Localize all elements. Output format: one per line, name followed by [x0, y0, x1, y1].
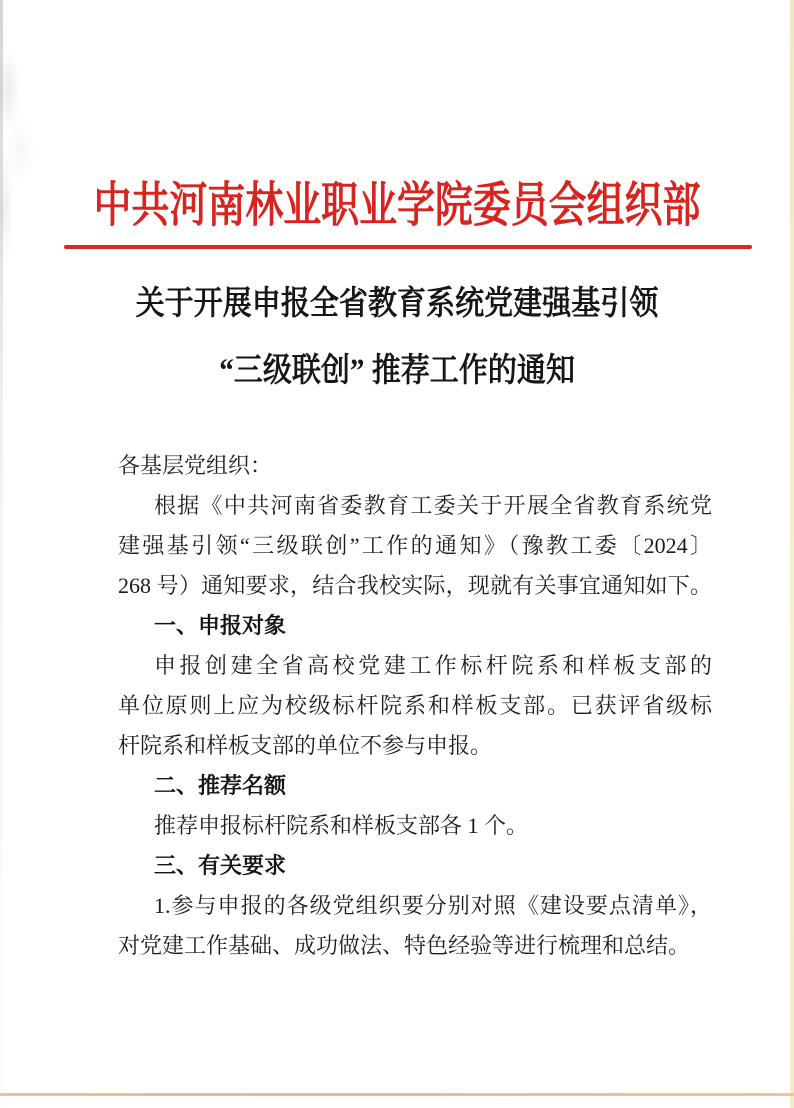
body-line: 268 号）通知要求，结合我校实际，现就有关事宜通知如下。 [118, 573, 712, 598]
salutation: 各基层党组织： [118, 453, 273, 478]
body-line: 推荐申报标杆院系和样板支部各 1 个。 [154, 813, 529, 838]
body-line: 1.参与申报的各级党组织要分别对照《建设要点清单》， [154, 893, 712, 918]
document-title-line-1 [0, 285, 794, 329]
body-line: 建强基引领“三级联创”工作的通知》（豫教工委〔2024〕 [118, 533, 712, 558]
body-line: 单位原则上应为校级标杆院系和样板支部。已获评省级标 [118, 693, 712, 718]
letterhead-org-name: 中共河南林业职业学院委员会组织部 [93, 179, 701, 232]
section-heading: 一、申报对象 [154, 613, 287, 638]
scan-edge-left [0, 0, 3, 1108]
letterhead-rule [64, 245, 752, 249]
scan-smudge-topleft [0, 0, 52, 310]
document-title-text-2: “三级联创” 推荐工作的通知 [219, 353, 575, 389]
body-line: 对党建工作基础、成功做法、特色经验等进行梳理和总结。 [118, 933, 691, 958]
letterhead [0, 181, 794, 242]
body-line: 杆院系和样板支部的单位不参与申报。 [118, 733, 493, 758]
scan-edge-right [790, 0, 794, 1108]
body-line: 根据《中共河南省委教育工委关于开展全省教育系统党 [154, 493, 712, 518]
section-heading: 二、推荐名额 [154, 773, 287, 798]
document-body [118, 446, 712, 966]
section-heading: 三、有关要求 [154, 853, 287, 878]
body-line: 申报创建全省高校党建工作标杆院系和样板支部的 [154, 653, 712, 678]
document-title-line-2 [0, 352, 794, 396]
document-title-text-1: 关于开展申报全省教育系统党建强基引领 [135, 286, 659, 322]
scan-edge-bottom [0, 1093, 794, 1096]
